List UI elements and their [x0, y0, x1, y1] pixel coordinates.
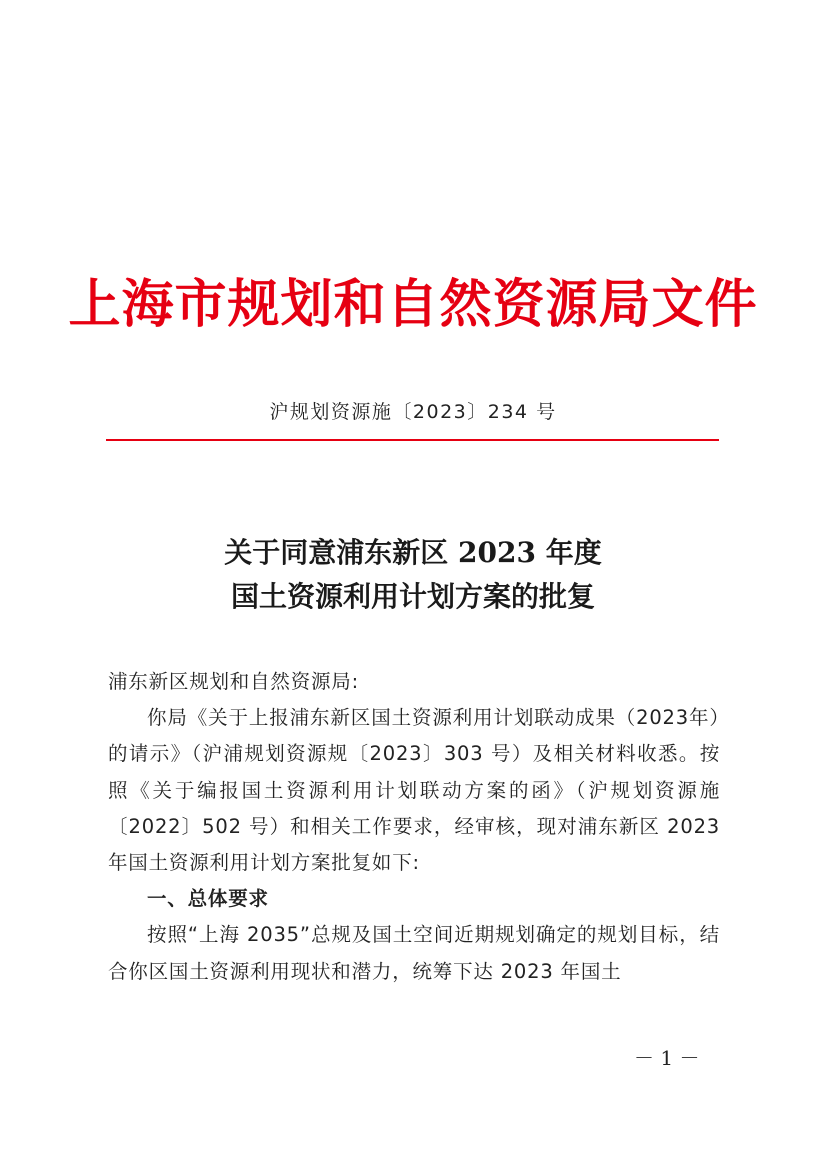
body-paragraph-1: 你局《关于上报浦东新区国土资源利用计划联动成果（2023年）的请示》（沪浦规划资源规〔2023〕303 号）及相关材料收悉。按照《关于编报国土资源利用计划联动方案的函》（沪规划资源施〔2022〕502 号）和相关工作要求，经审核，现对浦东新区 2023 年国土资源利用计划方案批复如下: [108, 706, 720, 875]
document-number: 沪规划资源施〔2023〕234 号 [269, 401, 557, 423]
body-paragraph-2: 按照“上海 2035”总规及国土空间近期规划确定的规划目标，结合你区国土资源利用现状和潜力，统筹下达 2023 年国土 [108, 923, 720, 983]
subject-line-2: 国土资源利用计划方案的批复 [230, 580, 595, 613]
section-heading-1: 一、总体要求 [147, 887, 269, 911]
document-subject [0, 531, 826, 619]
page-number: － 1 － [634, 1046, 700, 1070]
issuer-header-title: 上海市规划和自然资源局文件 [68, 274, 758, 335]
red-separator-line [106, 439, 719, 441]
document-body [108, 664, 720, 990]
addressee: 浦东新区规划和自然资源局: [108, 670, 359, 693]
subject-line-1: 关于同意浦东新区 2023 年度 [224, 536, 602, 569]
